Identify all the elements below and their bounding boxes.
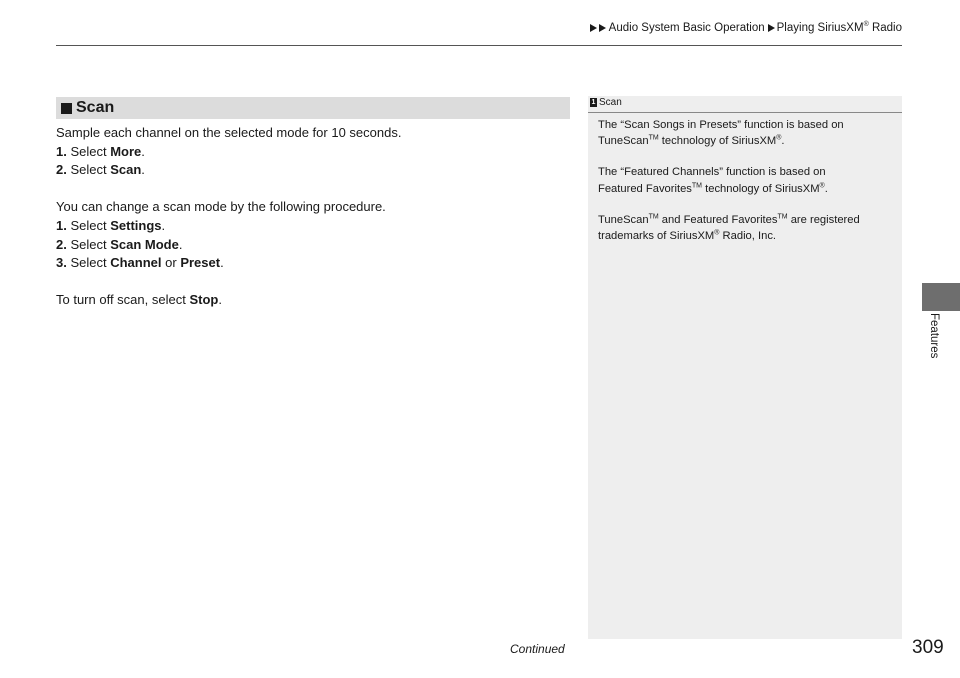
section-heading	[56, 97, 570, 119]
step-item: 1. Select Settings.	[56, 217, 166, 233]
breadcrumb	[570, 19, 902, 37]
chapter-tab[interactable]	[922, 283, 960, 311]
breadcrumb-arrow-icon	[590, 24, 597, 32]
breadcrumb-arrow-icon	[768, 24, 775, 32]
section-body	[56, 124, 566, 310]
note-marker-icon: 1	[591, 99, 596, 106]
step-item: 1. Select More.	[56, 143, 145, 159]
intro-text: Sample each channel on the selected mode for 10 seconds.	[56, 125, 402, 140]
step-item: 2. Select Scan Mode.	[56, 236, 183, 252]
section-title: Scan	[76, 99, 115, 116]
breadcrumb-arrow-icon	[599, 24, 606, 32]
stop-instruction: To turn off scan, select Stop.	[56, 292, 222, 308]
note-label: 1 Scan	[591, 97, 622, 108]
continued-label: Continued	[510, 642, 565, 656]
breadcrumb-item[interactable]: Audio System Basic Operation	[608, 22, 765, 34]
square-bullet-icon	[61, 103, 72, 114]
scan-mode-intro: You can change a scan mode by the following procedure.	[56, 199, 386, 215]
note-text: The “Scan Songs in Presets” function is based on TuneScan™ technology of SiriusXM®. The “Featured Channels” function is based on Featured Favorites™ technology of SiriusXM®. TuneScan™ and Featured Favorites™ are registered trademarks of SiriusXM® Radio, Inc.	[598, 119, 860, 243]
step-item: 3. Select Channel or Preset.	[56, 255, 224, 271]
step-item: 2. Select Scan.	[56, 162, 145, 178]
header-divider	[56, 45, 902, 46]
chapter-tab-label: Features	[928, 313, 940, 359]
note-divider	[588, 112, 902, 113]
page-number: 309	[912, 637, 944, 658]
breadcrumb-item[interactable]: Playing SiriusXM® Radio	[776, 21, 902, 34]
